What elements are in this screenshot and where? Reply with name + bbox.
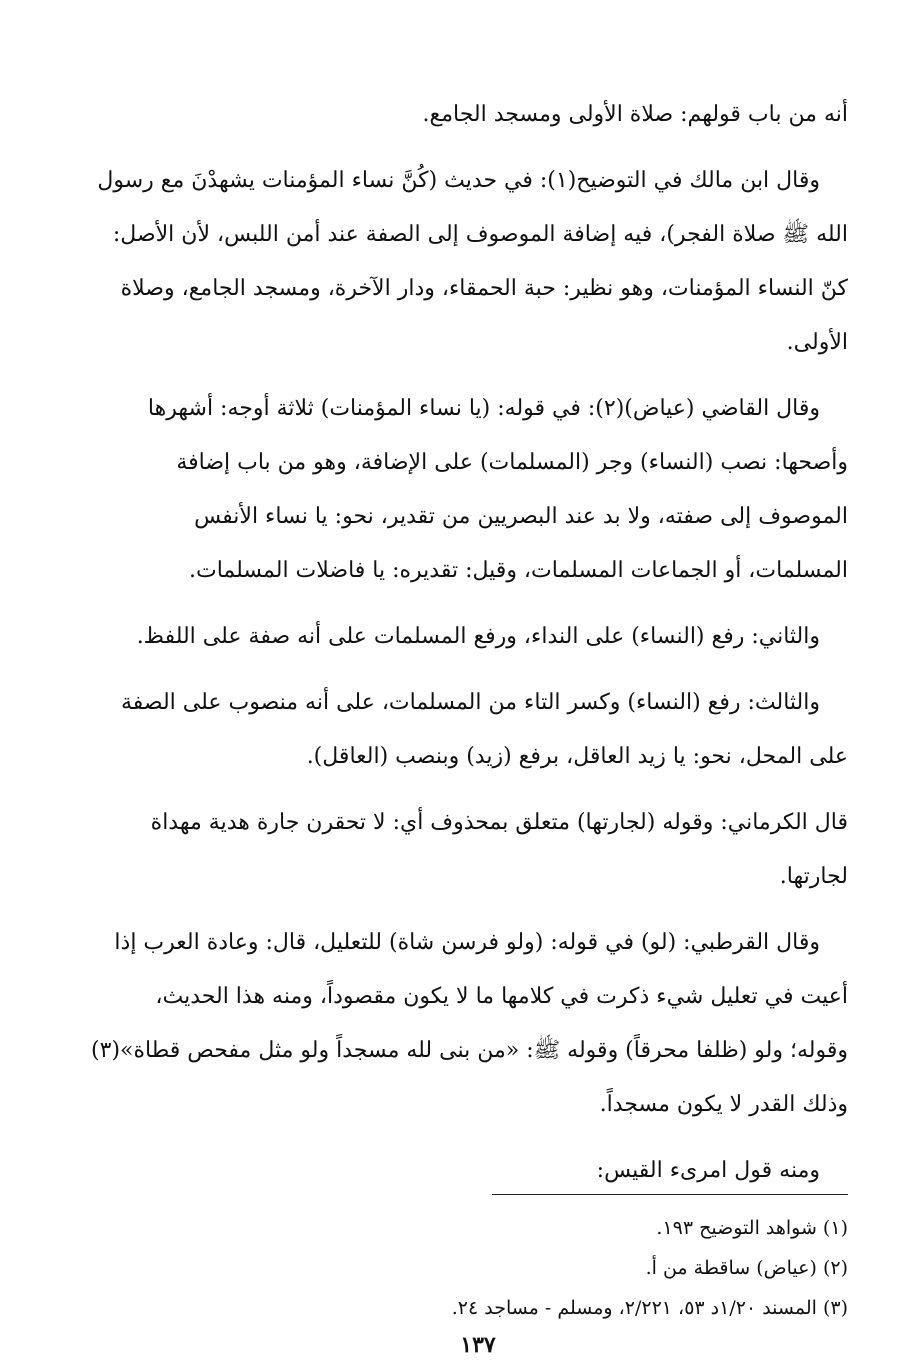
text-line: المسلمات، أو الجماعات المسلمات، وقيل: تقديره: يا فاضلات المسلمات.	[188, 558, 848, 583]
paragraph-6	[108, 796, 848, 904]
footnote-1: (١) شواهد التوضيح ١٩٣.	[656, 1217, 848, 1239]
text-line: على المحل، نحو: يا زيد العاقل، برفع (زيد) وبنصب (العاقل).	[306, 744, 848, 769]
text-line: وقوله؛ ولو (ظلفا محرقاً) وقوله ﷺ: «من بنى لله مسجداً ولو مثل مفحص قطاة»(٣)	[91, 1038, 848, 1063]
verse-intro: ومنه قول امرىء القيس:	[596, 1158, 820, 1183]
footnote-3: (٣) المسند ١/٢٠د ٥٣، ٢/٢٢١، ومسلم - مساجد ٢٤.	[451, 1297, 848, 1319]
text-line: أعيت في تعليل شيء ذكرت في كلامها ما لا يكون مقصوداً، ومنه هذا الحديث،	[155, 984, 848, 1009]
text-line: أنه من باب قولهم: صلاة الأولى ومسجد الجامع.	[422, 102, 848, 127]
text-line: الأولى.	[786, 330, 848, 355]
text-line: والثاني: رفع (النساء) على النداء، ورفع المسلمات على أنه صفة على اللفظ.	[136, 624, 820, 649]
paragraph-7	[91, 916, 848, 1132]
text-line: كنّ النساء المؤمنات، وهو نظير: حبة الحمقاء، ودار الآخرة، ومسجد الجامع، وصلاة	[120, 276, 848, 301]
paragraph-4	[108, 610, 848, 664]
paragraph-5	[108, 676, 848, 784]
text-line: وقال القاضي (عياض)(٢): في قوله: (يا نساء المؤمنات) ثلاثة أوجه: أشهرها	[147, 396, 820, 421]
page-number: ١٣٧	[460, 1332, 496, 1358]
text-line: وقال القرطبي: (لو) في قوله: (ولو فرسن شاة) للتعليل، قال: وعادة العرب إذا	[114, 930, 820, 955]
paragraph-2	[97, 154, 848, 370]
text-line: وذلك القدر لا يكون مسجداً.	[599, 1092, 848, 1117]
page-body	[91, 88, 848, 1358]
paragraph-1	[108, 88, 848, 142]
text-line: لجارتها.	[779, 864, 848, 889]
text-line: الموصوف إلى صفته، ولا بد عند البصريين من تقدير، نحو: يا نساء الأنفس	[194, 504, 848, 529]
text-line: والثالث: رفع (النساء) وكسر التاء من المسلمات، على أنه منصوب على الصفة	[120, 690, 820, 715]
paragraph-3	[108, 382, 848, 598]
text-line: وقال ابن مالك في التوضيح(١): في حديث (كُنَّ نساء المؤمنات يشهدْنَ مع رسول	[97, 168, 820, 193]
text-line: وأصحها: نصب (النساء) وجر (المسلمات) على الإضافة، وهو من باب إضافة	[176, 450, 848, 475]
footnotes	[108, 1208, 848, 1328]
footnote-divider	[492, 1194, 848, 1195]
text-line: الله ﷺ صلاة الفجر)، فيه إضافة الموصوف إلى الصفة عند أمن اللبس، لأن الأصل:	[112, 222, 848, 247]
footnote-2: (٢) (عياض) ساقطة من أ.	[645, 1257, 848, 1279]
text-line: قال الكرماني: وقوله (لجارتها) متعلق بمحذوف أي: لا تحقرن جارة هدية مهداة	[150, 810, 848, 835]
